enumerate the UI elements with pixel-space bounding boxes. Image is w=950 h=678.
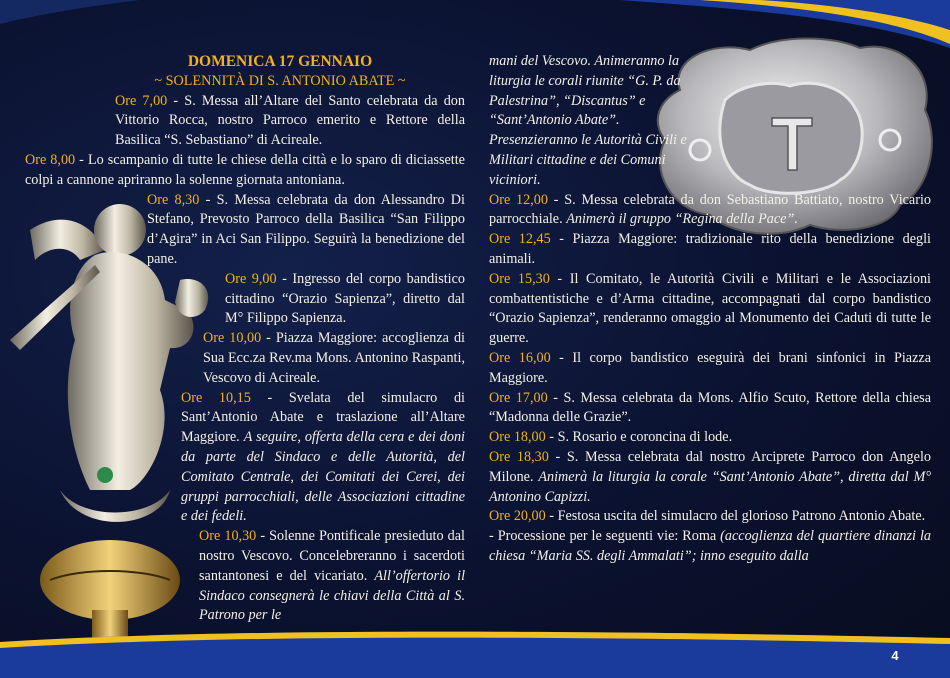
entry-time: Ore 10,15	[181, 389, 251, 406]
entry-time: Ore 9,00	[225, 270, 277, 287]
program-column-left	[25, 52, 465, 626]
entry-text: - Festosa uscita del simulacro del glorioso Patrono Antonio Abate.	[545, 508, 926, 525]
page-subtitle: ~ SOLENNITÀ DI S. ANTONIO ABATE ~	[154, 72, 406, 89]
entry-note: Animerà la liturgia la corale “Sant’Antonio Abate”, diretta dal M° Antonino Capizzi.	[489, 468, 931, 505]
schedule-entry	[115, 92, 465, 151]
schedule-entry	[199, 527, 465, 626]
entry-text: - Piazza Maggiore: accoglienza di Sua Ecc.za Rev.ma Mons. Antonino Raspanti, Vescovo di Acireale.	[203, 330, 465, 386]
schedule-entry	[147, 191, 465, 270]
program-column-right	[489, 52, 931, 567]
entry-time: Ore 10,00	[203, 330, 262, 347]
entry-time: Ore 12,00	[489, 191, 548, 208]
page-title: DOMENICA 17 GENNAIO	[187, 53, 373, 70]
schedule-entry	[489, 507, 931, 527]
schedule-entry	[225, 270, 465, 329]
entry-time: Ore 18,30	[489, 448, 549, 465]
entry-time: Ore 20,00	[489, 508, 546, 525]
schedule-entry	[25, 151, 465, 191]
entry-time: Ore 7,00	[115, 92, 168, 109]
bottom-band-decoration	[0, 628, 950, 678]
entry-time: Ore 8,30	[147, 191, 200, 208]
entry-note: Animerà il gruppo “Regina della Pace”.	[566, 211, 798, 228]
entry-time: Ore 17,00	[489, 389, 548, 406]
entry-text: - S. Messa celebrata da don Alessandro Di Stefano, Prevosto Parroco della Basilica “San Filippo d’Agira” in Aci San Filippo. Seguirà la benedizione del pane.	[147, 191, 465, 267]
entry-text: - S. Rosario e coroncina di lode.	[545, 429, 733, 446]
entry-time: Ore 8,00	[25, 151, 76, 168]
schedule-entry	[489, 191, 931, 231]
entry-text: - Il Comitato, le Autorità Civili e Militari e le Associazioni combattentistiche e d’Arma cittadine, accompagnati dal corpo bandistico “Orazio Sapienza”, renderanno omaggio al Monumento dei Caduti di tutte le guerre.	[489, 270, 931, 347]
entry-text: - Svelata del simulacro di Sant’Antonio Abate e traslazione all’Altare Maggiore.	[181, 389, 465, 446]
entry-text: - Ingresso del corpo bandistico cittadino “Orazio Sapienza”, diretto dal M° Filippo Sapienza.	[225, 270, 465, 327]
page-number: 4	[891, 648, 899, 663]
entry-text: - S. Messa celebrata da don Sebastiano Battiato, nostro Vicario parrocchiale.	[489, 191, 931, 228]
entry-time: Ore 15,30	[489, 270, 550, 287]
schedule-entry	[489, 349, 931, 389]
entry-text: - Processione per le seguenti vie: Roma	[489, 528, 721, 545]
schedule-entry	[489, 428, 931, 448]
entry-time: Ore 10,30	[199, 528, 257, 545]
entry-text: - Il corpo bandistico eseguirà dei brani sinfonici in Piazza Maggiore.	[489, 349, 931, 386]
entry-text: - Solenne Pontificale presieduto dal nostro Vescovo. Concelebreranno i sacerdoti santantonesi e del vicariato.	[199, 528, 465, 584]
entry-text: - S. Messa all’Altare del Santo celebrata da don Vittorio Rocca, nostro Parroco emerito e Rettore della Basilica “S. Sebastiano” di Acireale.	[115, 92, 465, 149]
continued-text: mani del Vescovo. Animeranno la liturgia le corali riunite “G. P. da Palestrina”, “Discantus” e “Sant’Antonio Abate”. Presenzieranno le Autorità Civili e Militari cittadine e dei Comuni viciniori.	[489, 53, 687, 188]
schedule-entry	[489, 448, 931, 507]
entry-text: - Piazza Maggiore: tradizionale rito della benedizione degli animali.	[489, 231, 931, 267]
schedule-entry	[489, 270, 931, 349]
entry-note: (accoglienza del quartiere dinanzi la chiesa “Maria SS. degli Ammalati”; inno eseguito dalla	[489, 528, 931, 564]
schedule-entry	[489, 230, 931, 270]
entry-time: Ore 12,45	[489, 231, 551, 248]
entry-note: All’offertorio il Sindaco consegnerà le chiavi della Città al S. Patrono per le	[199, 567, 466, 624]
entry-text: - S. Messa celebrata dal nostro Arciprete Parroco don Angelo Milone.	[489, 448, 931, 485]
entry-note: A seguire, offerta della cera e dei doni da parte del Sindaco e delle Autorità, del Comitato Centrale, dei Comitati dei Cerei, dei gruppi parrocchiali, delle Associazioni cittadine e dei fedeli.	[181, 429, 465, 525]
schedule-entry	[489, 389, 931, 429]
entry-time: Ore 18,00	[489, 429, 546, 446]
schedule-entry	[489, 527, 931, 567]
schedule-entry	[181, 389, 465, 528]
entry-text: - Lo scampanio di tutte le chiese della città e lo sparo di diciassette colpi a cannone apriranno la solenne giornata antoniana.	[25, 151, 465, 188]
entry-text: - S. Messa celebrata da Mons. Alfio Scuto, Rettore della chiesa “Madonna delle Grazie”.	[489, 389, 931, 426]
schedule-entry	[203, 329, 465, 388]
entry-time: Ore 16,00	[489, 349, 551, 366]
